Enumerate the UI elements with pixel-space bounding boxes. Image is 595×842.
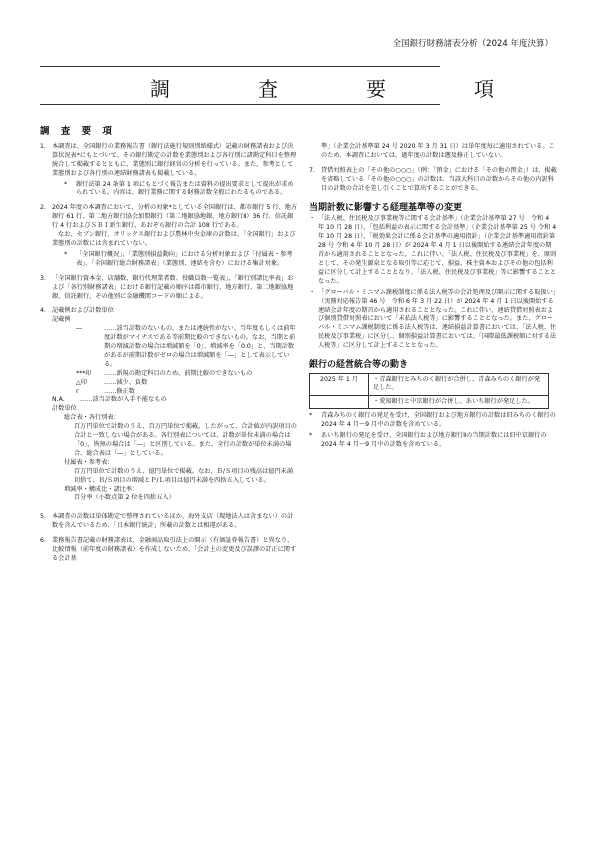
item-2	[40, 204, 298, 268]
legend-symbol: r	[76, 387, 79, 395]
legend-row	[52, 396, 298, 405]
footnote	[64, 251, 298, 269]
legend-text: ……修正数	[104, 387, 135, 395]
page-title: 調 査 要 項	[150, 77, 528, 101]
item-text: 貸借対照表上の「その他の○○○」（例：「預金」における「その他の預金」）は、掲載を省略している「その他の○○○」の計数は、当該大科目の計数からその他の内訳科目の計数の合計を差し引くことで算出することができる。	[321, 166, 557, 192]
bullet-mark: ・	[309, 288, 316, 296]
item-3	[40, 275, 298, 302]
merger-table	[309, 373, 549, 410]
legend-text: ……新規の勘定科目のため、前期比較のできないもの	[104, 369, 253, 377]
merger-heading: 銀行の経営統合等の動き	[309, 360, 409, 371]
footnote-text: 青森みちのく銀行の発足を受け、全国銀行および地方銀行の計数は旧みちのく銀行の 2024 年 4 月～9 月中の計数を含めている。	[321, 412, 556, 429]
legend-text: ……該当計数が入手不能なもの	[80, 396, 167, 404]
item-text: 本調査の計数は単体勘定で整理されているほか、海外支店（現地法人は含まない）の計数を含んでいるため、「日本銀行統計」所載の計数とは相違がある。	[52, 513, 294, 530]
title-rule-bottom	[40, 104, 440, 105]
bullet-item	[309, 289, 557, 351]
accounting-changes-heading: 当期計数に影響する経理基準等の変更	[309, 202, 463, 213]
item-5	[40, 513, 298, 531]
unit-text: 百万円単位で計数のうえ、百万円単位で掲載。したがって、合計値が内訳項目の合計と一致しない場合がある。各行別表については、計数が単位未満の場合は「0」、皆無の場合は「―」と区別している。また、全行の計数が単位未満の場合、総合表は「―」としている。	[74, 423, 297, 457]
item-number: 6.	[40, 537, 46, 545]
item-number: 3.	[40, 274, 46, 282]
item-text: 「全国銀行資本金、店舗数、銀行代理業者数、役職員数一覧表」、「銀行別諸比率表」および「各行別財務諸表」における銀行記載の順序は都市銀行、地方銀行、第二地銀協地銀、信託銀行、その他別に金融機関コードの順による。	[52, 274, 294, 300]
unit-text: 百分率（小数点第 2 位を四捨五入）	[74, 494, 175, 502]
bullet-text: 「グローバル・ミニマム課税制度に係る法人税等の会計処理及び開示に関する取扱い」（実務対応報告第 46 号 令和 6 年 3 月 22 日）が 2024 年 4 月 1 日以後開始する連結会計年度の期首から適用されることとなった。これに伴い、連結貸借対照表および個別貸借対照表において「未払法人税等」に影響することとなった。また、グローバル・ミニマム課税制度に係る法人税等は、連結損益計算書においては、「法人税、住民税及び事業税」に区分し、個別損益計算書においては、「国際最低課税額に対する法人税等」に区分して計上することとなった。	[318, 288, 557, 350]
footnote-mark: *	[64, 180, 68, 188]
footnote-text: 「全国銀行概況」、「業態別損益動向」における分析対象および「付属表・参考表」、「全国銀行総合財務諸表」（業態別、連結を含む）における集計対象。	[76, 250, 293, 267]
item-7	[309, 167, 557, 194]
item-number: 4.	[40, 307, 46, 315]
legend-text: ……該当計数のないもの、または連続性がない、当年度もしくは前年度計数がマイナスである等前期比較のできないもの。なお、当期と前期の増減計数の場合は増減額を「0」、増減率を「0.0」と、当期計数があるが前期計数がゼロの場合は増減額を「―」として表示している。	[104, 325, 296, 368]
merger-text: 青森銀行とみちのく銀行が合併し、青森みちのく銀行が発足した。	[373, 375, 541, 392]
table-cell-text: ・青森銀行とみちのく銀行が合併し、青森みちのく銀行が発足した。	[369, 373, 549, 395]
legend-symbol: ―	[76, 325, 83, 333]
item-number: 5.	[40, 513, 46, 521]
legend-symbol: ***印	[76, 369, 92, 377]
bullet-text: 「法人税、住民税及び事業税等に関する会計基準」（企業会計基準第 27 号 令和 4 年 10 月 28 日）、「包括利益の表示に関する会計基準」（企業会計基準第 25 号 令和 4 年 10 月 28 日）、「税効果会計に係る会計基準の適用指針」（企業会計基準適用指針第 28 号 令和 4 年 10 月 28 日）が 2024 年 4 月 1 日以後開始する連結会計年度の期首から適用されることとなった。これに伴い、「法人税、住民税及び事業税」を、原則として、その発生源泉となる取引等に応じて、損益、株主資本およびその他の包括利益に区分して計上することとなり、「法人税、住民税及び事業税」等に影響することとなった。	[318, 215, 557, 285]
item-1	[40, 143, 298, 198]
item-number: 2.	[40, 204, 46, 212]
legend-row	[52, 325, 298, 370]
table-row	[310, 373, 549, 395]
footnote	[309, 412, 557, 430]
item-text: 本調査は、全国銀行の業務報告書（銀行法施行規則別紙様式）記載の財務諸表および決算状況表*にもとづいて、その銀行勘定の計数を業態別および各行別に諸勘定科目を整理統合して掲載するとともに、業態別に銀行経営の分析を行っている。また、参考として業態別および各行別の連結財務諸表も掲載している。	[52, 142, 297, 177]
table-cell-date	[310, 395, 369, 409]
footnote	[64, 181, 298, 199]
title-rule-top	[40, 66, 440, 67]
item-number: 7.	[309, 166, 315, 174]
table-row	[310, 395, 549, 409]
legend-symbol: N.A.	[52, 396, 65, 404]
unit-text: 百万円単位で計数のうえ、億円単位で掲載。なお、Ｂ/Ｓ項目の残高は億円未満切捨て、Ｂ/Ｓ項目の増減とＰ/Ｌ項目は億円未満を四捨五入している。	[74, 467, 294, 484]
legend-row	[52, 379, 298, 388]
footnote-mark: *	[64, 250, 68, 258]
item-text: 業務報告書記載の財務諸表は、金融商品取引法上の開示（有価証券報告書）と異なり、比較情報（前年度の財務諸表）を作成しないため、「会計上の変更及び誤謬の訂正に関する会計基	[52, 537, 297, 562]
table-cell-text: ・愛知銀行と中京銀行が合併し、あいち銀行が発足した。	[369, 395, 549, 409]
subheading-units: 計数単位	[52, 405, 77, 413]
footnote-mark: *	[309, 412, 313, 420]
footnote-text: あいち銀行の発足を受け、全国銀行および地方銀行Ⅱの当期計数には旧中京銀行の 2024 年 4 月～9 月中の計数を含めている。	[321, 432, 547, 449]
right-column	[309, 143, 557, 450]
item-number: 1.	[40, 142, 46, 150]
footnote-mark: *	[309, 432, 313, 440]
continued-text: 準」（企業会計基準第 24 号 2020 年 3 月 31 日）は単年度毎に適用されている。このため、本調査においては、過年度の計数は遡及修正していない。	[321, 143, 555, 159]
bullet-item	[309, 215, 557, 286]
unit-label: 付属表・参考表：	[64, 458, 114, 466]
bullet-mark: ・	[309, 215, 316, 223]
table-cell-date: 2025 年 1 月	[310, 373, 369, 395]
footnote-text: 銀行法第 24 条第 1 項にもとづく報告または資料の提出要求として提出が求められている。内容は、銀行業務に関する財務計数全般にわたるものである。	[76, 180, 294, 197]
subheading-examples: 記載例	[52, 316, 71, 324]
legend-symbol: △印	[76, 378, 87, 386]
item-text: 2024 年度の本調査において、分析の対象*としている全国銀行は、都市銀行 5 行、地方銀行 61 行、第二地方銀行協会加盟銀行（第二地銀協地銀、地方銀行Ⅱ）36 行、信託銀行 4 行およびＳＢＩ新生銀行、あおぞら銀行の合計 108 行である。	[52, 204, 298, 230]
unit-label: 増減率・構成比・諸比率：	[64, 485, 139, 493]
unit-label: 総合表・各行別表：	[64, 414, 120, 422]
item-4	[40, 307, 298, 503]
merger-text: 愛知銀行と中京銀行が合併し、あいち銀行が発足した。	[379, 397, 534, 405]
item-6	[40, 537, 298, 564]
legend-row	[52, 370, 298, 379]
running-header: 全国銀行財務諸表分析（2024 年度決算）	[392, 39, 553, 49]
item-title: 記載例および計数単位	[52, 307, 114, 315]
footnote	[309, 432, 557, 450]
left-column	[40, 128, 298, 564]
legend-text: ……減少、負数	[104, 378, 148, 386]
section-heading: 調 査 要 項	[40, 126, 116, 137]
item-text-2: なお、セブン銀行、オリックス銀行および農林中央金庫の計数は、「全国銀行」および業態別の計数には含まれていない。	[52, 231, 296, 247]
